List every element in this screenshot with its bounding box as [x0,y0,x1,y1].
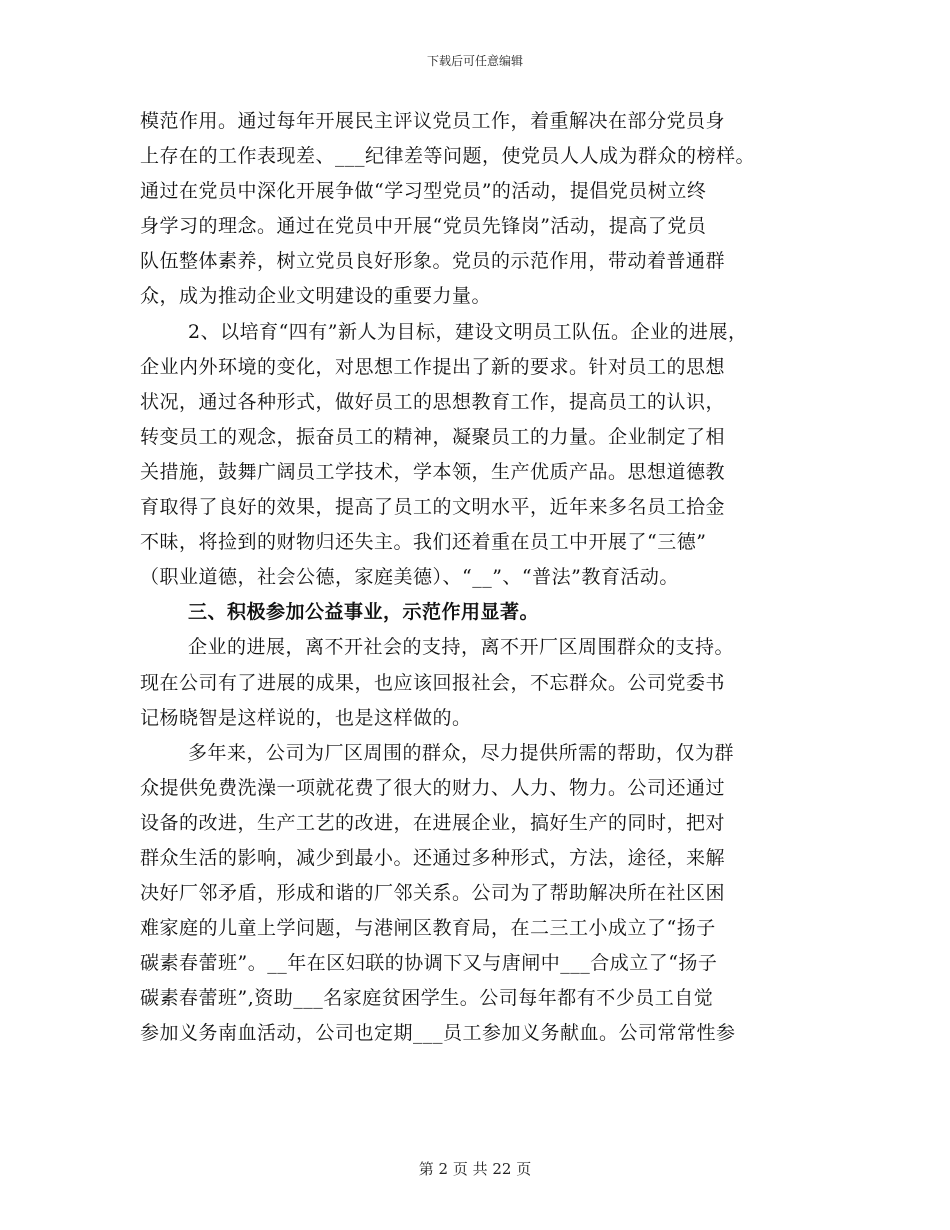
text-line: 上存在的工作表现差、___纪律差等问题，使党员人人成为群众的榜样。 [140,145,756,168]
text-line: 众提供免费洗澡一项就花费了很大的财力、人力、物力。公司还通过 [140,776,726,799]
text-line: 难家庭的儿童上学问题，与港闸区教育局，在二三工小成立了“扬子 [140,917,716,940]
text-line: 碳素春蕾班”,资助___名家庭贫困学生。公司每年都有不少员工自觉 [140,987,714,1010]
text-line: 现在公司有了进展的成果，也应该回报社会，不忘群众。公司党委书 [140,671,726,694]
text-line: 关措施，鼓舞广阔员工学技术，学本领，生产优质产品。思想道德教 [140,460,726,483]
section-heading: 三、积极参加公益事业，示范作用显著。 [188,601,540,624]
text-line: 模范作用。通过每年开展民主评议党员工作，着重解决在部分党员身 [140,110,726,132]
text-line: 队伍整体素养，树立党员良好形象。党员的示范作用，带动着普通群 [140,250,726,273]
text-line: 2、以培育“四有”新人为目标，建设文明员工队伍。企业的进展， [188,320,748,343]
text-line: 通过在党员中深化开展争做“学习型党员”的活动，提倡党员树立终 [140,180,707,203]
text-line: 记杨晓智是这样说的，也是这样做的。 [140,706,472,729]
text-line: 决好厂邻矛盾，形成和谐的厂邻关系。公司为了帮助解决所在社区困 [140,882,726,905]
text-line: 设备的改进，生产工艺的改进，在进展企业，搞好生产的同时，把对 [140,811,726,834]
body-text [140,104,830,1052]
page-header: 下载后可任意编辑 [426,54,523,68]
text-line: 身学习的理念。通过在党员中开展“党员先锋岗”活动，提高了党员 [140,215,707,238]
page-footer: 第 2 页 共 22 页 [418,1160,532,1178]
text-line: 众，成为推动企业文明建设的重要力量。 [140,285,492,308]
text-line: 不昧，将捡到的财物归还失主。我们还着重在员工中开展了“三德” [140,531,707,554]
text-line: 育取得了良好的效果，提高了员工的文明水平，近年来多名员工拾金 [140,496,726,519]
text-line: 企业的进展，离不开社会的支持，离不开厂区周围群众的支持。 [188,636,735,659]
text-line: 参加义务南血活动，公司也定期___员工参加义务献血。公司常常性参 [140,1022,736,1045]
text-line: 状况，通过各种形式，做好员工的思想教育工作，提高员工的认识， [140,390,726,413]
text-line: （职业道德，社会公德，家庭美德）、“__”、“普法”教育活动。 [140,566,679,589]
text-line: 群众生活的影响，减少到最小。还通过多种形式，方法，途径，来解 [140,846,726,869]
text-line: 碳素春蕾班”。__年在区妇联的协调下又与唐闸中___合成立了“扬子 [140,952,718,975]
text-line: 转变员工的观念，振奋员工的精神，凝聚员工的力量。企业制定了相 [140,425,726,448]
text-line: 企业内外环境的变化，对思想工作提出了新的要求。针对员工的思想 [140,355,726,378]
text-line: 多年来，公司为厂区周围的群众，尽力提供所需的帮助，仅为群 [188,741,735,764]
